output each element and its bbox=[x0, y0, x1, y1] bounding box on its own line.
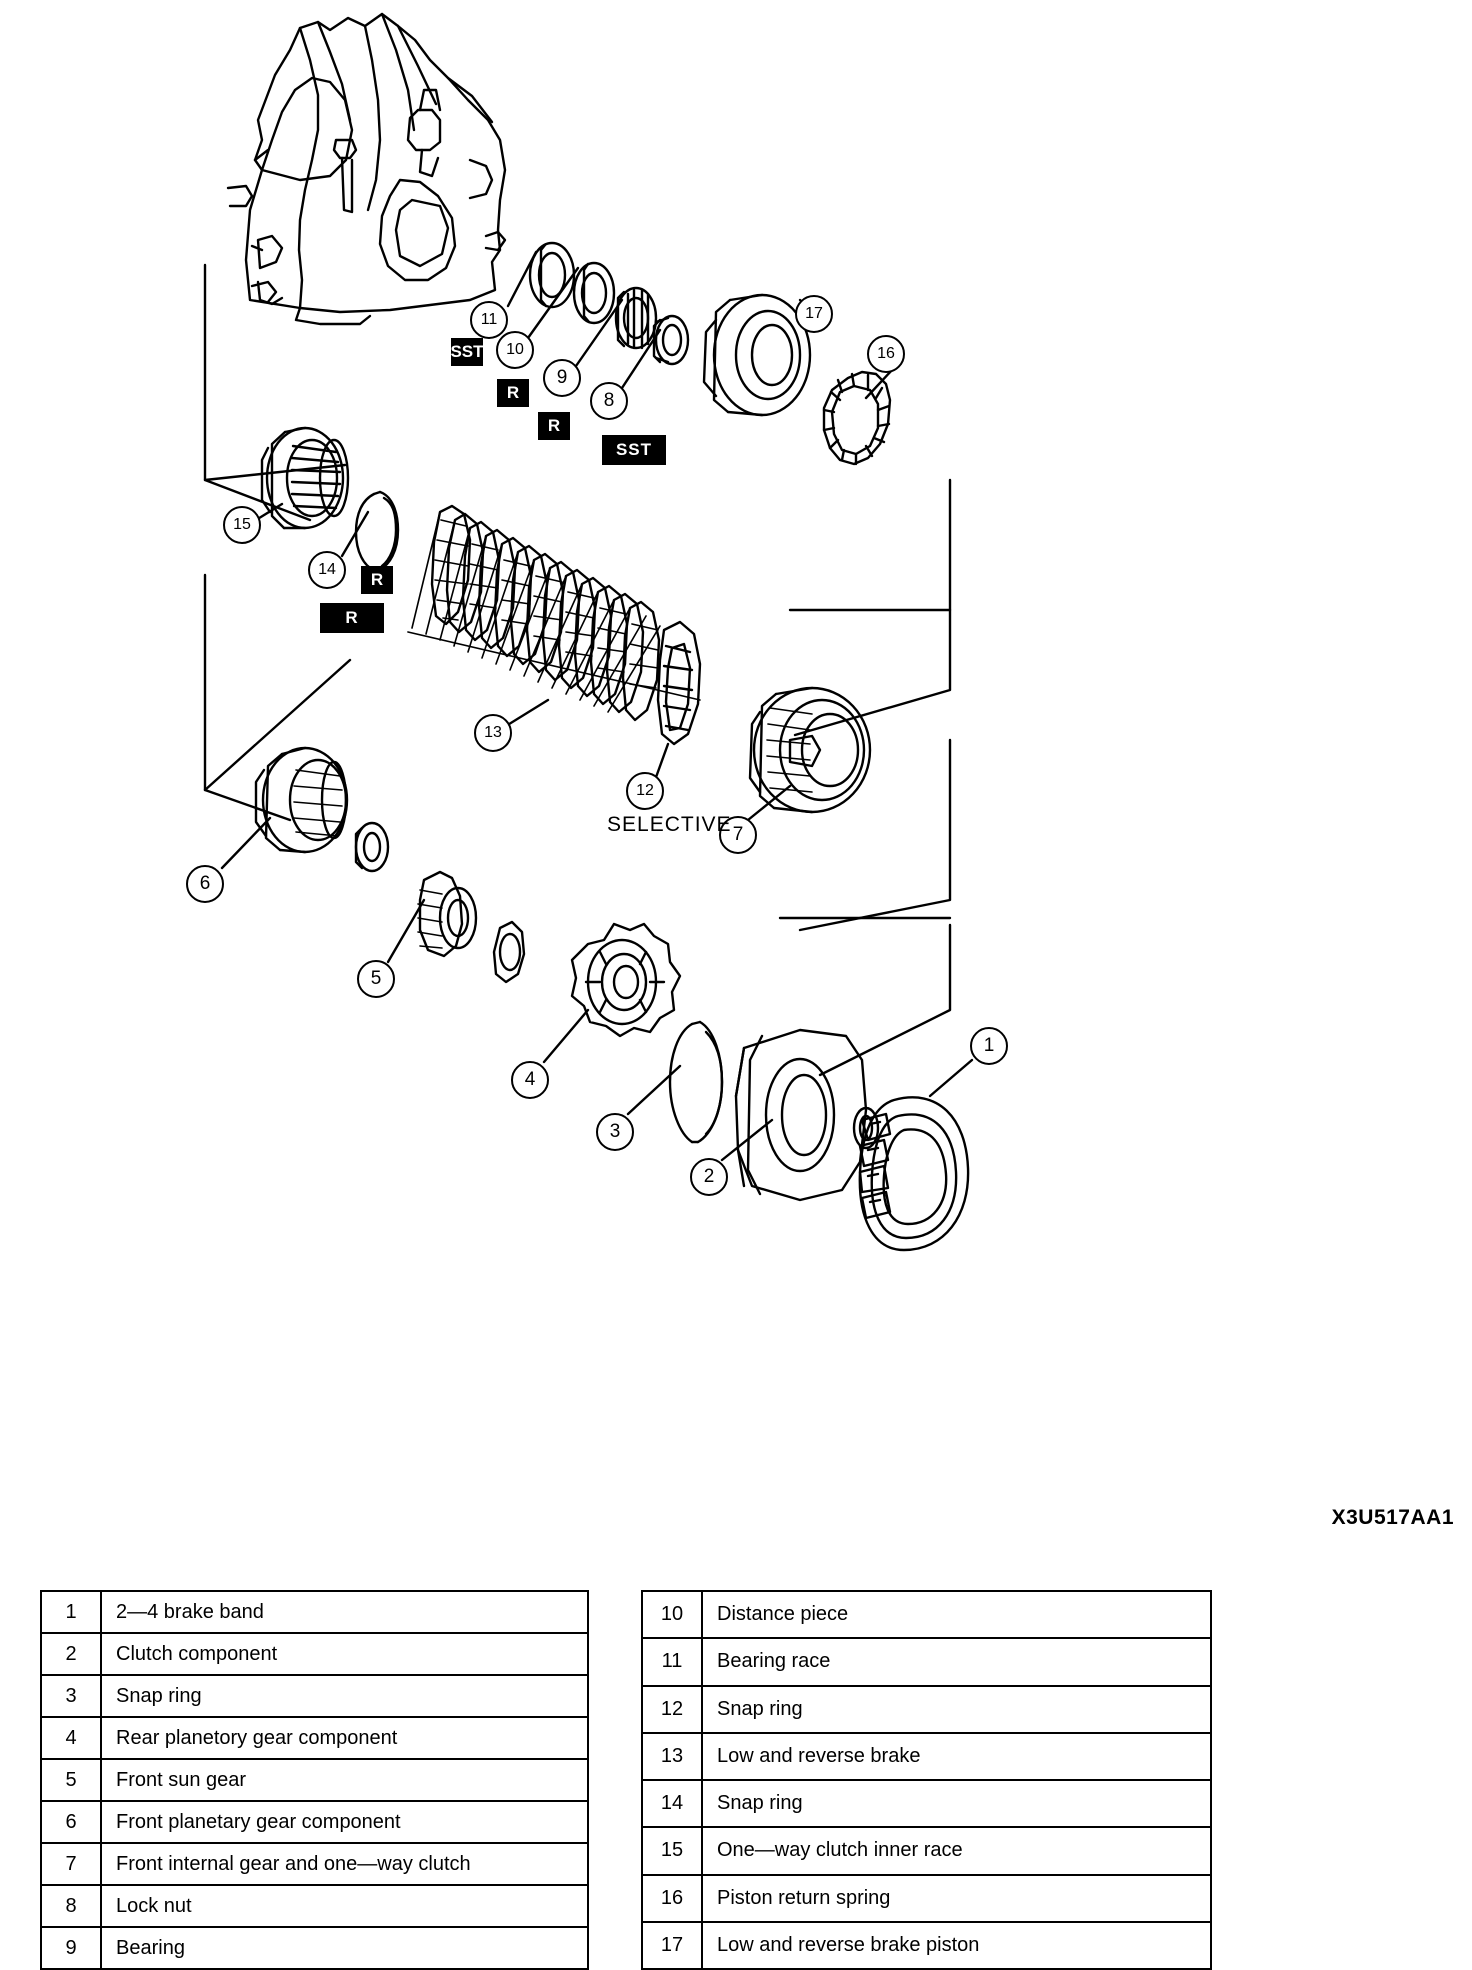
legend-desc: Lock nut bbox=[101, 1885, 588, 1927]
legend-row bbox=[41, 1675, 588, 1717]
tag-r-4: R bbox=[361, 566, 393, 594]
legend-num: 12 bbox=[642, 1686, 702, 1733]
legend-num: 4 bbox=[41, 1717, 101, 1759]
legend-row bbox=[41, 1843, 588, 1885]
legend-row bbox=[41, 1801, 588, 1843]
figure-code: X3U517AA1 bbox=[1331, 1506, 1454, 1529]
legend-row bbox=[642, 1591, 1211, 1638]
legend-row bbox=[41, 1885, 588, 1927]
legend-row bbox=[642, 1638, 1211, 1685]
legend-num: 9 bbox=[41, 1927, 101, 1969]
legend-num: 17 bbox=[642, 1922, 702, 1969]
legend-row bbox=[41, 1759, 588, 1801]
callout-5: 5 bbox=[357, 960, 395, 998]
legend-row bbox=[642, 1875, 1211, 1922]
legend-desc: Rear planetory gear component bbox=[101, 1717, 588, 1759]
callout-10: 10 bbox=[496, 331, 534, 369]
tag-sst-2: R bbox=[320, 603, 384, 633]
legend bbox=[40, 1590, 1440, 1970]
legend-desc: Low and reverse brake piston bbox=[702, 1922, 1211, 1969]
legend-row bbox=[41, 1927, 588, 1969]
legend-row bbox=[642, 1780, 1211, 1827]
callout-1: 1 bbox=[970, 1027, 1008, 1065]
legend-desc: Snap ring bbox=[702, 1780, 1211, 1827]
tag-r-1: SST bbox=[451, 338, 483, 366]
legend-desc: Front internal gear and one—way clutch bbox=[101, 1843, 588, 1885]
legend-desc: Snap ring bbox=[101, 1675, 588, 1717]
legend-desc: Front planetary gear component bbox=[101, 1801, 588, 1843]
callout-3: 3 bbox=[596, 1113, 634, 1151]
legend-num: 7 bbox=[41, 1843, 101, 1885]
legend-desc: 2—4 brake band bbox=[101, 1591, 588, 1633]
callout-7: 7 bbox=[719, 816, 757, 854]
selective-label: SELECTIVE bbox=[607, 813, 732, 836]
legend-desc: Low and reverse brake bbox=[702, 1733, 1211, 1780]
callout-9: 9 bbox=[543, 359, 581, 397]
legend-left-column bbox=[40, 1590, 589, 1970]
legend-row bbox=[642, 1733, 1211, 1780]
tag-sst-1: SST bbox=[602, 435, 666, 465]
legend-desc: Bearing race bbox=[702, 1638, 1211, 1685]
legend-desc: One—way clutch inner race bbox=[702, 1827, 1211, 1874]
legend-num: 8 bbox=[41, 1885, 101, 1927]
callout-6: 6 bbox=[186, 865, 224, 903]
legend-num: 16 bbox=[642, 1875, 702, 1922]
legend-right-column bbox=[641, 1590, 1212, 1970]
legend-num: 1 bbox=[41, 1591, 101, 1633]
legend-num: 6 bbox=[41, 1801, 101, 1843]
callout-16: 16 bbox=[867, 335, 905, 373]
legend-desc: Distance piece bbox=[702, 1591, 1211, 1638]
tag-r-2: R bbox=[497, 379, 529, 407]
legend-row bbox=[41, 1633, 588, 1675]
legend-row bbox=[41, 1717, 588, 1759]
legend-row bbox=[41, 1591, 588, 1633]
callout-17: 17 bbox=[795, 295, 833, 333]
legend-desc: Clutch component bbox=[101, 1633, 588, 1675]
callout-12: 12 bbox=[626, 772, 664, 810]
callout-14: 14 bbox=[308, 551, 346, 589]
legend-desc: Snap ring bbox=[702, 1686, 1211, 1733]
legend-num: 14 bbox=[642, 1780, 702, 1827]
legend-row bbox=[642, 1827, 1211, 1874]
legend-desc: Front sun gear bbox=[101, 1759, 588, 1801]
callout-8: 8 bbox=[590, 382, 628, 420]
callout-2: 2 bbox=[690, 1158, 728, 1196]
legend-num: 3 bbox=[41, 1675, 101, 1717]
callout-13: 13 bbox=[474, 714, 512, 752]
tag-r-3: R bbox=[538, 412, 570, 440]
legend-desc: Bearing bbox=[101, 1927, 588, 1969]
legend-num: 13 bbox=[642, 1733, 702, 1780]
callout-11: 11 bbox=[470, 301, 508, 339]
legend-row bbox=[642, 1686, 1211, 1733]
legend-row bbox=[642, 1922, 1211, 1969]
legend-num: 2 bbox=[41, 1633, 101, 1675]
legend-num: 5 bbox=[41, 1759, 101, 1801]
callout-15: 15 bbox=[223, 506, 261, 544]
legend-desc: Piston return spring bbox=[702, 1875, 1211, 1922]
callout-4: 4 bbox=[511, 1061, 549, 1099]
legend-num: 10 bbox=[642, 1591, 702, 1638]
legend-num: 15 bbox=[642, 1827, 702, 1874]
legend-num: 11 bbox=[642, 1638, 702, 1685]
